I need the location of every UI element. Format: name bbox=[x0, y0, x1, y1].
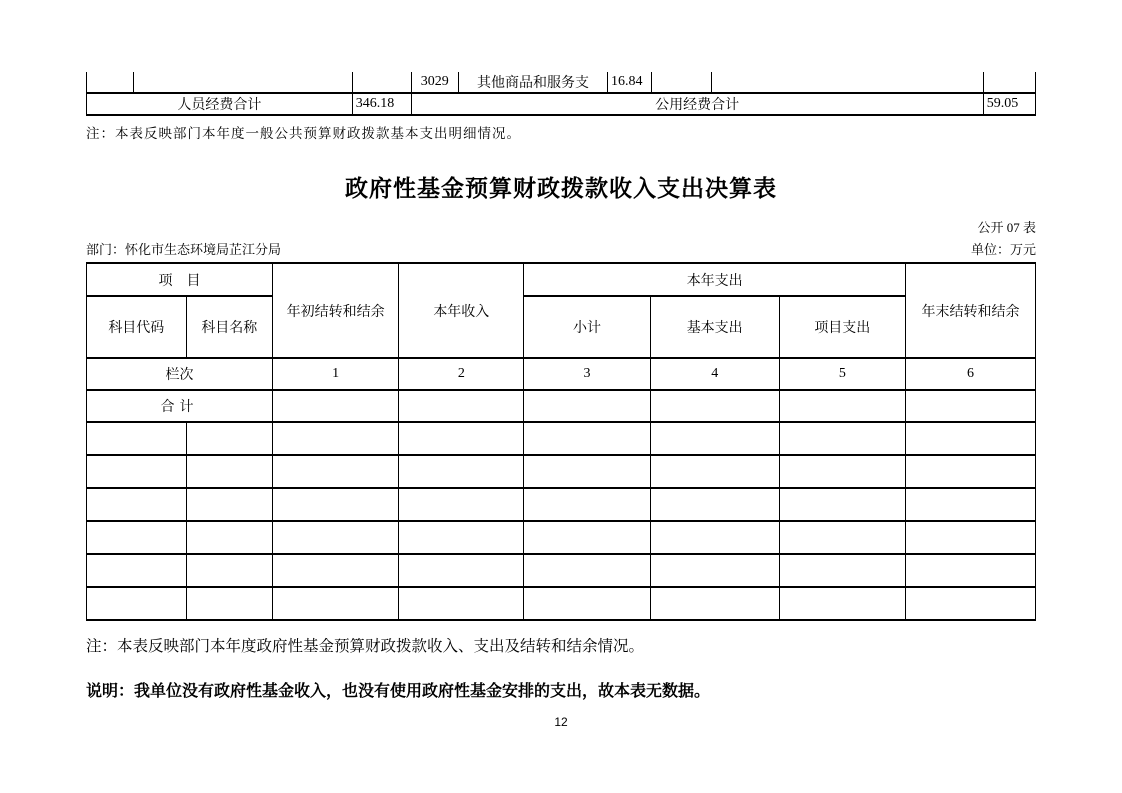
empty-cell bbox=[905, 390, 1035, 422]
empty-cell bbox=[779, 554, 905, 587]
empty-cell bbox=[399, 422, 524, 455]
empty-cell bbox=[186, 521, 272, 554]
empty-cell bbox=[779, 488, 905, 521]
fund-budget-table bbox=[86, 262, 1036, 621]
empty-data-row bbox=[87, 587, 1036, 620]
public-total-label: 公用经费合计 bbox=[411, 93, 983, 115]
empty-cell bbox=[905, 422, 1035, 455]
table-code-label: 公开 07 表 bbox=[977, 220, 1036, 235]
header-subtotal: 小计 bbox=[524, 296, 650, 358]
empty-cell bbox=[779, 390, 905, 422]
empty-cell bbox=[272, 587, 398, 620]
empty-cell bbox=[779, 455, 905, 488]
empty-cell bbox=[272, 488, 398, 521]
empty-cell bbox=[272, 422, 398, 455]
empty-cell bbox=[779, 587, 905, 620]
empty-cell bbox=[87, 587, 187, 620]
meta-line bbox=[86, 239, 1036, 258]
header-row-2 bbox=[87, 296, 1036, 358]
empty-cell bbox=[352, 72, 411, 93]
table-row bbox=[87, 72, 1036, 93]
empty-rows-body bbox=[87, 422, 1036, 620]
total-row bbox=[87, 390, 1036, 422]
header-project-group: 项 目 bbox=[87, 263, 273, 296]
fund-table-note: 注：本表反映部门本年度政府性基金预算财政拨款收入、支出及结转和结余情况。 bbox=[86, 638, 645, 655]
header-end-balance: 年末结转和结余 bbox=[905, 263, 1035, 358]
empty-cell bbox=[272, 390, 398, 422]
empty-cell bbox=[186, 587, 272, 620]
empty-cell bbox=[399, 521, 524, 554]
empty-cell bbox=[399, 587, 524, 620]
empty-cell bbox=[524, 455, 650, 488]
empty-cell bbox=[272, 455, 398, 488]
page-number: 12 bbox=[554, 715, 568, 729]
column-index: 3 bbox=[524, 358, 650, 390]
header-basic-expense: 基本支出 bbox=[650, 296, 779, 358]
empty-cell bbox=[905, 488, 1035, 521]
column-index: 4 bbox=[650, 358, 779, 390]
empty-cell bbox=[650, 554, 779, 587]
unit-label: 单位：万元 bbox=[970, 242, 1036, 257]
empty-cell bbox=[524, 488, 650, 521]
empty-cell bbox=[186, 455, 272, 488]
column-index-row bbox=[87, 358, 1036, 390]
empty-data-row bbox=[87, 488, 1036, 521]
empty-cell bbox=[650, 455, 779, 488]
header-subject-code: 科目代码 bbox=[87, 296, 187, 358]
empty-cell bbox=[983, 72, 1035, 93]
empty-cell bbox=[87, 488, 187, 521]
subject-code-cell: 3029 bbox=[411, 72, 458, 93]
empty-cell bbox=[399, 455, 524, 488]
empty-cell bbox=[186, 554, 272, 587]
subject-name-cell: 其他商品和服务支 bbox=[458, 72, 607, 93]
report-title: 政府性基金预算财政拨款收入支出决算表 bbox=[345, 175, 777, 201]
empty-cell bbox=[650, 587, 779, 620]
empty-data-row bbox=[87, 422, 1036, 455]
empty-cell bbox=[650, 422, 779, 455]
no-data-statement: 说明：我单位没有政府性基金收入，也没有使用政府性基金安排的支出，故本表无数据。 bbox=[86, 683, 711, 700]
empty-cell bbox=[399, 488, 524, 521]
empty-cell bbox=[186, 422, 272, 455]
empty-cell bbox=[905, 587, 1035, 620]
empty-cell bbox=[524, 390, 650, 422]
empty-cell bbox=[524, 521, 650, 554]
empty-cell bbox=[272, 521, 398, 554]
basic-expenditure-note: 注：本表反映部门本年度一般公共预算财政拨款基本支出明细情况。 bbox=[86, 126, 521, 141]
empty-cell bbox=[524, 587, 650, 620]
empty-data-row bbox=[87, 455, 1036, 488]
header-year-income: 本年收入 bbox=[399, 263, 524, 358]
empty-cell bbox=[186, 488, 272, 521]
column-index-label: 栏次 bbox=[87, 358, 273, 390]
empty-cell bbox=[399, 554, 524, 587]
empty-data-row bbox=[87, 521, 1036, 554]
empty-cell bbox=[87, 422, 187, 455]
header-subject-name: 科目名称 bbox=[186, 296, 272, 358]
empty-data-row bbox=[87, 554, 1036, 587]
empty-cell bbox=[712, 72, 983, 93]
empty-cell bbox=[87, 72, 134, 93]
empty-cell bbox=[399, 390, 524, 422]
empty-cell bbox=[524, 554, 650, 587]
empty-cell bbox=[651, 72, 712, 93]
empty-cell bbox=[905, 455, 1035, 488]
public-total-amount: 59.05 bbox=[983, 93, 1035, 115]
header-year-expense: 本年支出 bbox=[524, 263, 905, 296]
empty-cell bbox=[272, 554, 398, 587]
personnel-total-label: 人员经费合计 bbox=[87, 93, 353, 115]
empty-cell bbox=[905, 554, 1035, 587]
table-row-totals bbox=[87, 93, 1036, 115]
empty-cell bbox=[650, 521, 779, 554]
header-begin-balance: 年初结转和结余 bbox=[272, 263, 398, 358]
amount-cell: 16.84 bbox=[607, 72, 651, 93]
empty-cell bbox=[87, 521, 187, 554]
column-index: 2 bbox=[399, 358, 524, 390]
empty-cell bbox=[134, 72, 352, 93]
empty-cell bbox=[650, 488, 779, 521]
empty-cell bbox=[779, 521, 905, 554]
column-index: 5 bbox=[779, 358, 905, 390]
empty-cell bbox=[650, 390, 779, 422]
empty-cell bbox=[779, 422, 905, 455]
basic-expenditure-table-tail bbox=[86, 72, 1036, 116]
empty-cell bbox=[87, 554, 187, 587]
header-row-1 bbox=[87, 263, 1036, 296]
empty-cell bbox=[905, 521, 1035, 554]
column-index: 6 bbox=[905, 358, 1035, 390]
empty-cell bbox=[87, 455, 187, 488]
personnel-total-amount: 346.18 bbox=[352, 93, 411, 115]
page-content bbox=[86, 72, 1036, 729]
total-row-label: 合计 bbox=[87, 390, 273, 422]
header-project-expense: 项目支出 bbox=[779, 296, 905, 358]
department-label: 部门：怀化市生态环境局芷江分局 bbox=[86, 242, 282, 257]
empty-cell bbox=[524, 422, 650, 455]
column-index: 1 bbox=[272, 358, 398, 390]
